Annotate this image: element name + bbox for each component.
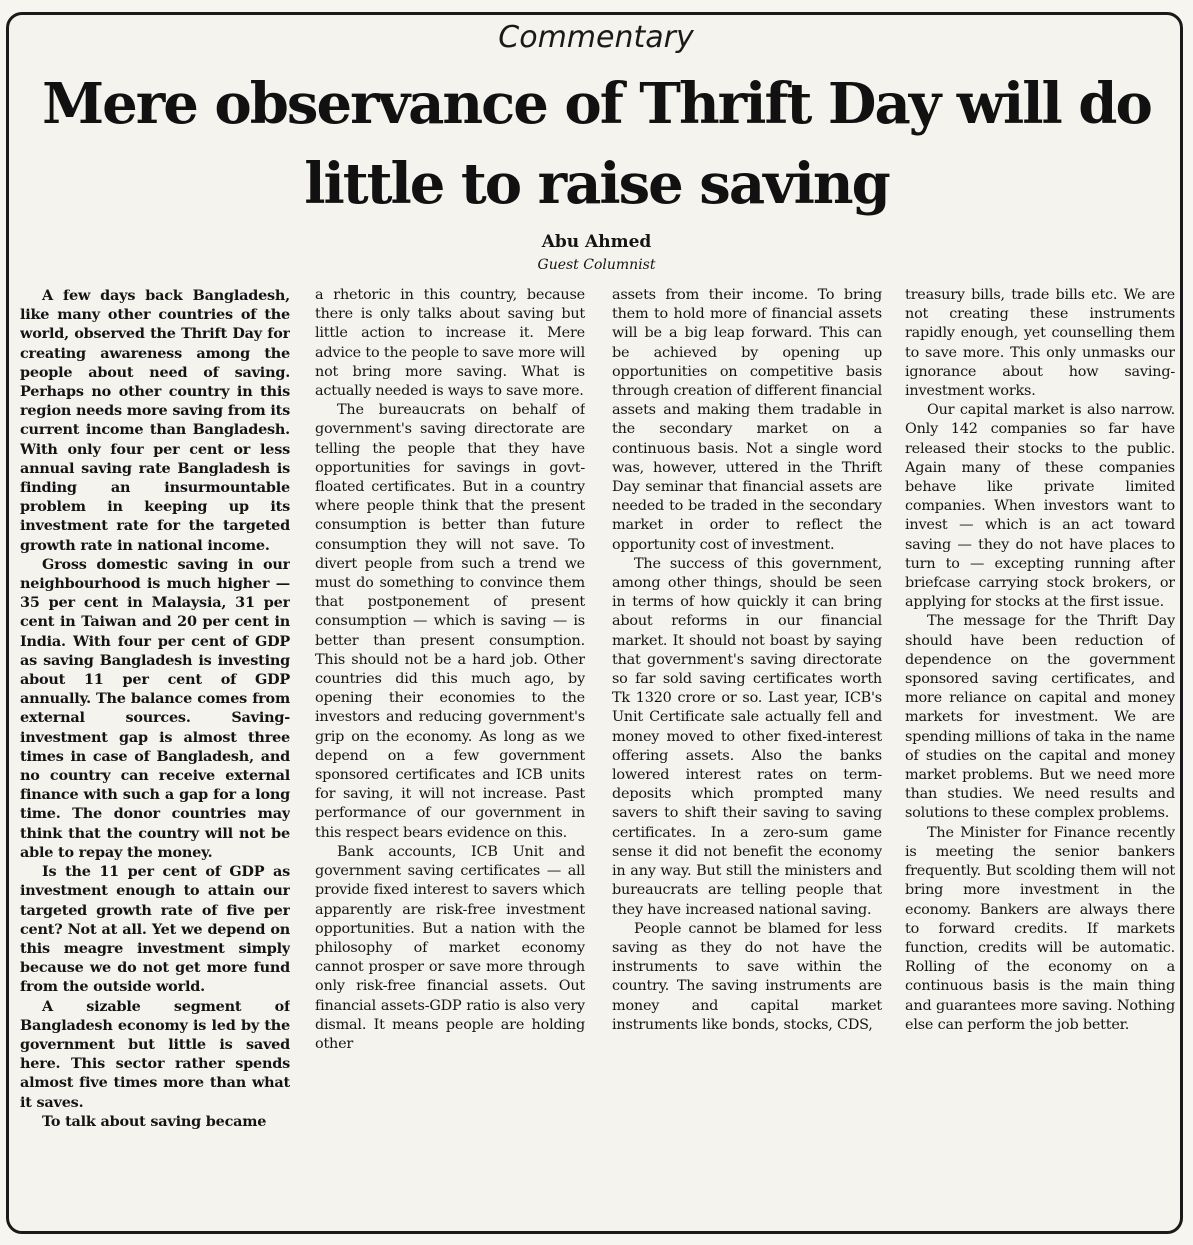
byline-role: Guest Columnist: [537, 257, 656, 273]
article-column-4: [905, 286, 1175, 1230]
paragraph: assets from their income. To bring them to hold more of financial assets will be a big leap forward. This can be achieved by opening up opportunities on competitive basis through creation of different financial assets and making them tradable in the secondary market on a continuous basis. Not a single word was, however, uttered in the Thrift Day seminar that financial assets are needed to be traded in the secondary market in order to reflect the opportunity cost of investment.: [612, 287, 882, 553]
paragraph: A few days back Bangladesh, like many other countries of the world, observed the Thrift Day for creating awareness among the people about need of saving. Perhaps no other country in this region needs more saving from its current income than Bangladesh. With only four per cent or less annual saving rate Bangladesh is finding an insurmountable problem in keeping up its investment rate for the targeted growth rate in national income.: [20, 287, 290, 554]
headline: Mere observance of Thrift Day will do little to raise saving: [42, 71, 1151, 217]
paragraph: To talk about saving became: [42, 1112, 267, 1130]
paragraph: Our capital market is also narrow. Only 142 companies so far have released their stocks to the public. Again many of these companies behave like private limited companies. When investors want to invest — which is an act toward saving — they do not have places to turn to — excepting running after briefcase carrying stock brokers, or applying for stocks at the first issue.: [905, 402, 1175, 611]
article-column-1: [20, 286, 290, 1230]
paragraph: The Minister for Finance recently is meeting the senior bankers frequently. But scolding them will not bring more investment in the economy. Bankers are always there to forward credits. If markets function, credits will be automatic. Rolling of the economy on a continuous basis is the main thing and guarantees more saving. Nothing else can perform the job better.: [905, 824, 1175, 1033]
byline-author: Abu Ahmed: [541, 232, 652, 252]
paragraph: The bureaucrats on behalf of government's saving directorate are telling the people that they have opportunities for savings in govt-floated certificates. But in a country where people think that the present consumption is better than future consumption they will not save. To divert people from such a trend we must do something to convince them that postponement of present consumption — which is saving — is better than present consumption. This should not be a hard job. Other countries did this much ago, by opening their economies to the investors and reducing government's grip on the economy. As long as we depend on a few government sponsored certificates and ICB units for saving, it will not increase. Past performance of our government in this respect bears evidence on this.: [315, 402, 585, 841]
paragraph: The success of this government, among other things, should be seen in terms of how quickly it can bring about reforms in our financial market. It should not boast by saying that government's saving directorate so far sold saving certificates worth Tk 1320 crore or so. Last year, ICB's Unit Certificate sale actually fell and money moved to other fixed-interest offering assets. Also the banks lowered interest rates on term-deposits which prompted many savers to shift their saving to saving certificates. In a zero-sum game sense it did not benefit the economy in any way. But still the ministers and bureaucrats are telling people that they have increased national saving.: [612, 555, 882, 918]
section-label: Commentary: [476, 16, 716, 60]
paragraph: a rhetoric in this country, because there is only talks about saving but little action to increase it. Mere advice to the people to save more will not bring more saving. What is actually needed is ways to save more.: [315, 287, 585, 400]
article-column-2: [315, 286, 585, 1230]
paragraph: A sizable segment of Bangladesh economy is led by the government but little is saved here. This sector rather spends almost five times more than what it saves.: [20, 997, 290, 1111]
paragraph: Gross domestic saving in our neighbourhood is much higher — 35 per cent in Malaysia, 31 per cent in Taiwan and 20 per cent in India. With four per cent of GDP as saving Bangladesh is investing about 11 per cent of GDP annually. The balance comes from external sources. Saving-investment gap is almost three times in case of Bangladesh, and no country can receive external finance with such a gap for a long time. The donor countries may think that the country will not be able to repay the money.: [20, 555, 290, 861]
paragraph: Is the 11 per cent of GDP as investment enough to attain our targeted growth rate of five per cent? Not at all. Yet we depend on this meagre investment simply because we do not get more fund from the outside world.: [20, 863, 290, 996]
paragraph: People cannot be blamed for less saving as they do not have the instruments to save within the country. The saving instruments are money and capital market instruments like bonds, stocks, CDS,: [612, 920, 882, 1033]
paragraph: The message for the Thrift Day should have been reduction of dependence on the government sponsored saving certificates, and more reliance on capital and money markets for investment. We are spending millions of taka in the name of studies on the capital and money market problems. But we need more than studies. We need results and solutions to these complex problems.: [905, 613, 1175, 822]
article-column-3: [612, 286, 882, 1230]
paragraph: Bank accounts, ICB Unit and government saving certificates — all provide fixed interest to savers which apparently are risk-free investment opportunities. But a nation with the philosophy of market economy cannot prosper or save more through only risk-free financial assets. Out financial assets-GDP ratio is also very dismal. It means people are holding other: [315, 843, 585, 1052]
paragraph: treasury bills, trade bills etc. We are not creating these instruments rapidly enough, yet counselling them to save more. This only unmasks our ignorance about how saving-investment works.: [905, 287, 1175, 400]
